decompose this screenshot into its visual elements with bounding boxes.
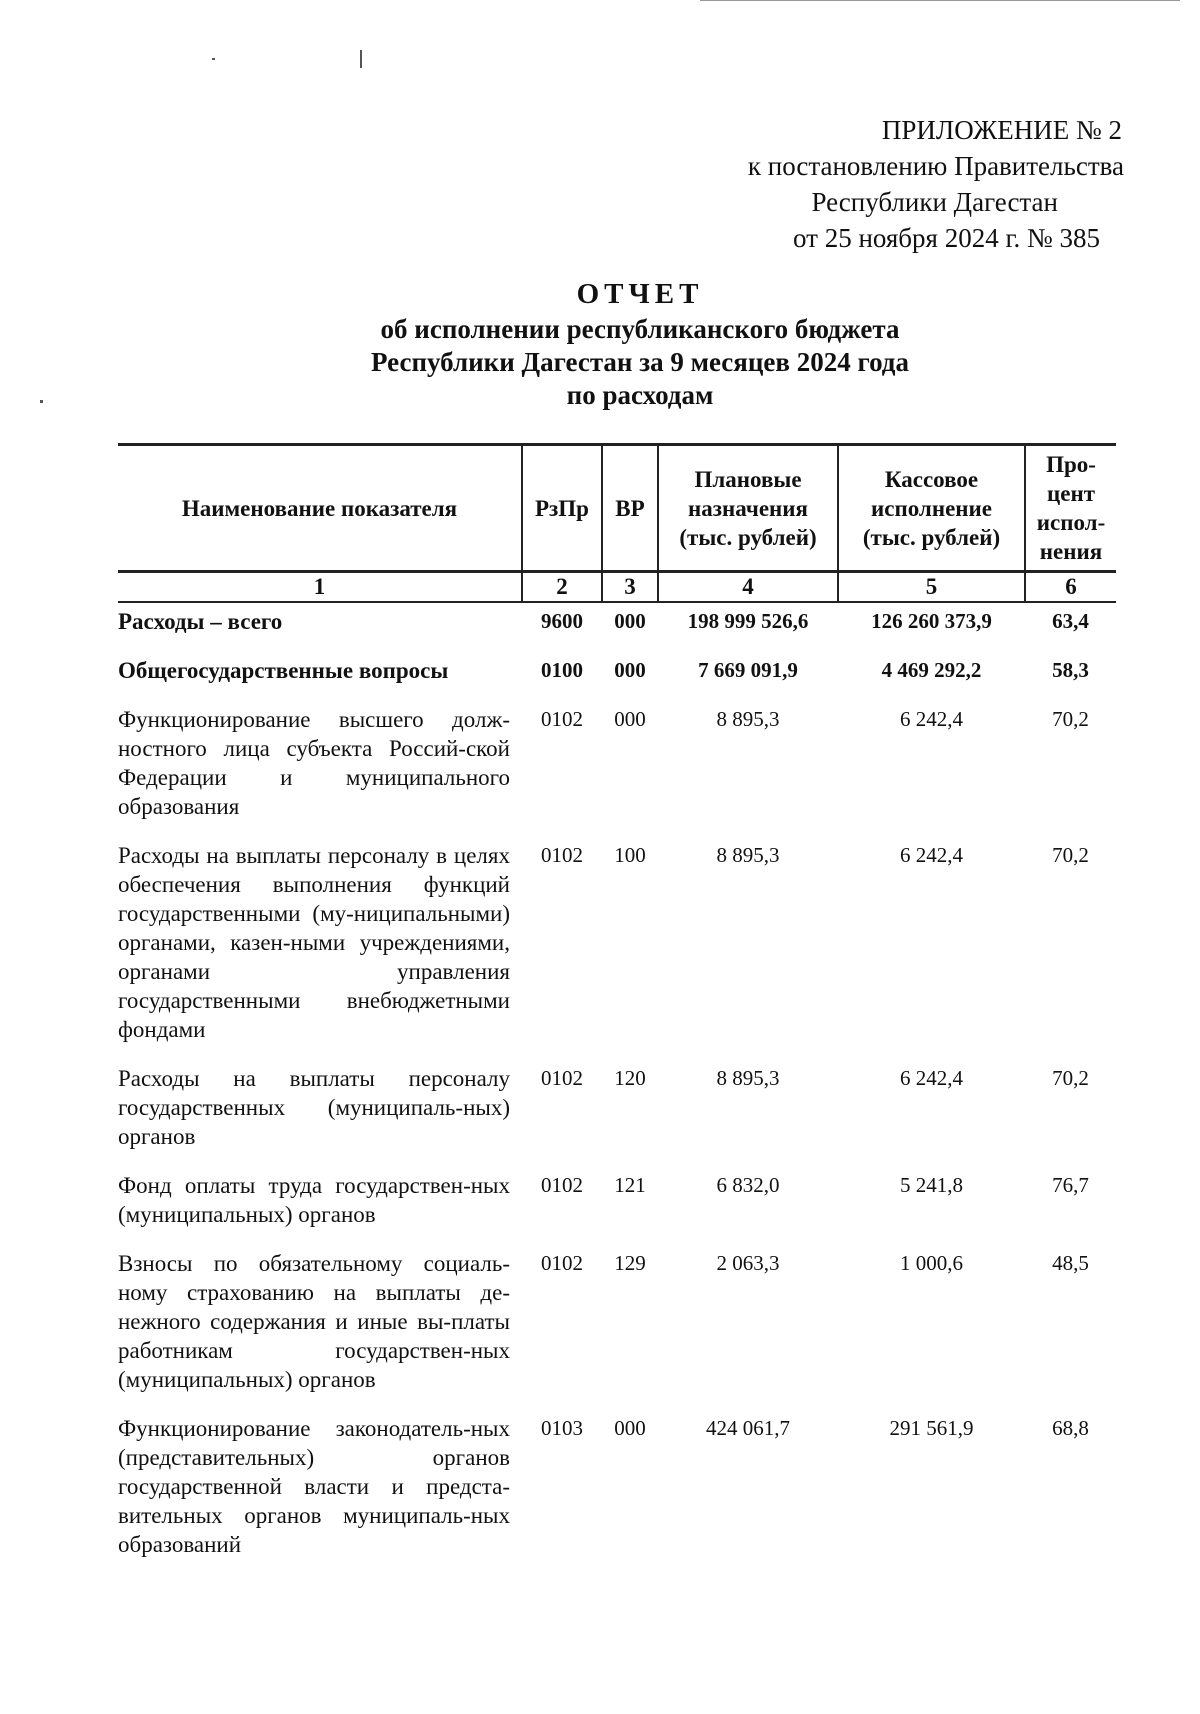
row-vr: 000 (614, 609, 646, 633)
appendix-republic: Республики Дагестан (811, 187, 1058, 217)
row-vr: 000 (614, 707, 646, 731)
title-scope: по расходам (566, 380, 714, 410)
row-cash: 1 000,6 (900, 1251, 963, 1275)
header-rzpr: РзПр (522, 445, 602, 572)
row-percent: 70,2 (1052, 1066, 1089, 1090)
row-cash: 126 260 373,9 (871, 609, 992, 633)
table-row (118, 1414, 1116, 1579)
budget-table (118, 443, 1116, 1579)
row-percent: 63,4 (1052, 609, 1089, 633)
column-number: 2 (522, 572, 602, 603)
row-cash: 6 242,4 (900, 707, 963, 731)
row-cash: 291 561,9 (889, 1416, 974, 1440)
row-percent: 70,2 (1052, 707, 1089, 731)
table-row (118, 602, 1116, 656)
column-number: 3 (602, 572, 658, 603)
appendix-number: ПРИЛОЖЕНИЕ № 2 (881, 115, 1122, 145)
row-percent: 48,5 (1052, 1251, 1089, 1275)
scan-speck (700, 0, 1180, 1)
row-vr: 000 (614, 1416, 646, 1440)
table-row (118, 656, 1116, 705)
row-plan: 2 063,3 (716, 1251, 780, 1275)
header-cash: Кассовое исполнение (тыс. рублей) (838, 445, 1025, 572)
row-cash: 4 469 292,2 (881, 658, 982, 682)
row-name: Расходы на выплаты персоналу государственных (муниципаль-ных) органов (118, 1066, 510, 1149)
table-header-row (118, 445, 1116, 572)
scan-speck (212, 58, 215, 60)
row-vr: 129 (614, 1251, 646, 1275)
appendix-decree: к постановлению Правительства (747, 151, 1124, 181)
row-percent: 70,2 (1052, 843, 1089, 867)
row-vr: 100 (614, 843, 646, 867)
row-rzpr: 0100 (541, 658, 583, 682)
row-name: Общегосударственные вопросы (118, 658, 449, 683)
row-percent: 76,7 (1052, 1173, 1089, 1197)
table-row (118, 705, 1116, 841)
row-name: Расходы на выплаты персоналу в целях обеспечения выполнения функций государственными (му-ниципальными) органами, казен-ными учреждениями, органами управления государственными внебюджетными фондами (118, 843, 510, 1042)
header-indicator: Наименование показателя (118, 445, 522, 572)
report-title (0, 278, 1200, 412)
table-row (118, 1171, 1116, 1249)
table-row (118, 841, 1116, 1064)
row-cash: 6 242,4 (900, 1066, 963, 1090)
column-number: 1 (118, 572, 522, 603)
row-name: Функционирование законодатель-ных (представительных) органов государственной власти и предста-вительных органов муниципаль-ных образований (118, 1416, 510, 1557)
row-vr: 000 (614, 658, 646, 682)
row-plan: 198 999 526,6 (687, 609, 809, 633)
column-number: 4 (658, 572, 838, 603)
row-vr: 121 (614, 1173, 646, 1197)
row-name: Расходы – всего (118, 609, 283, 634)
title-report: ОТЧЕТ (576, 278, 704, 310)
row-name: Фонд оплаты труда государствен-ных (муниципальных) органов (118, 1173, 510, 1227)
column-number-row (118, 572, 1116, 603)
row-rzpr: 0102 (541, 843, 583, 867)
row-plan: 424 061,7 (706, 1416, 790, 1440)
scan-speck (360, 50, 362, 68)
row-rzpr: 9600 (541, 609, 583, 633)
row-rzpr: 0102 (541, 1173, 583, 1197)
row-rzpr: 0102 (541, 1066, 583, 1090)
row-rzpr: 0103 (541, 1416, 583, 1440)
title-subject: об исполнении республиканского бюджета (380, 314, 900, 344)
row-plan: 6 832,0 (716, 1173, 780, 1197)
row-plan: 7 669 091,9 (698, 658, 798, 682)
row-percent: 68,8 (1052, 1416, 1089, 1440)
row-plan: 8 895,3 (716, 1066, 780, 1090)
row-cash: 5 241,8 (900, 1173, 963, 1197)
row-rzpr: 0102 (541, 707, 583, 731)
header-vr: ВР (602, 445, 658, 572)
table-row (118, 1249, 1116, 1414)
row-percent: 58,3 (1052, 658, 1089, 682)
table-row (118, 1064, 1116, 1171)
column-number: 5 (838, 572, 1025, 603)
title-period: Республики Дагестан за 9 месяцев 2024 года (371, 347, 909, 377)
row-plan: 8 895,3 (716, 707, 780, 731)
appendix-block (748, 112, 1122, 256)
row-plan: 8 895,3 (716, 843, 780, 867)
row-rzpr: 0102 (541, 1251, 583, 1275)
column-number: 6 (1025, 572, 1116, 603)
row-name: Взносы по обязательному социаль-ному страхованию на выплаты де-нежного содержания и иные вы-платы работникам государствен-ных (муниципальных) органов (118, 1251, 510, 1392)
row-vr: 120 (614, 1066, 646, 1090)
header-percent: Про-цент испол-нения (1025, 445, 1116, 572)
header-plan: Плановые назначения (тыс. рублей) (658, 445, 838, 572)
appendix-date: от 25 ноября 2024 г. № 385 (793, 223, 1100, 253)
row-name: Функционирование высшего долж-ностного лица субъекта Россий-ской Федерации и муниципального образования (118, 707, 510, 819)
row-cash: 6 242,4 (900, 843, 963, 867)
